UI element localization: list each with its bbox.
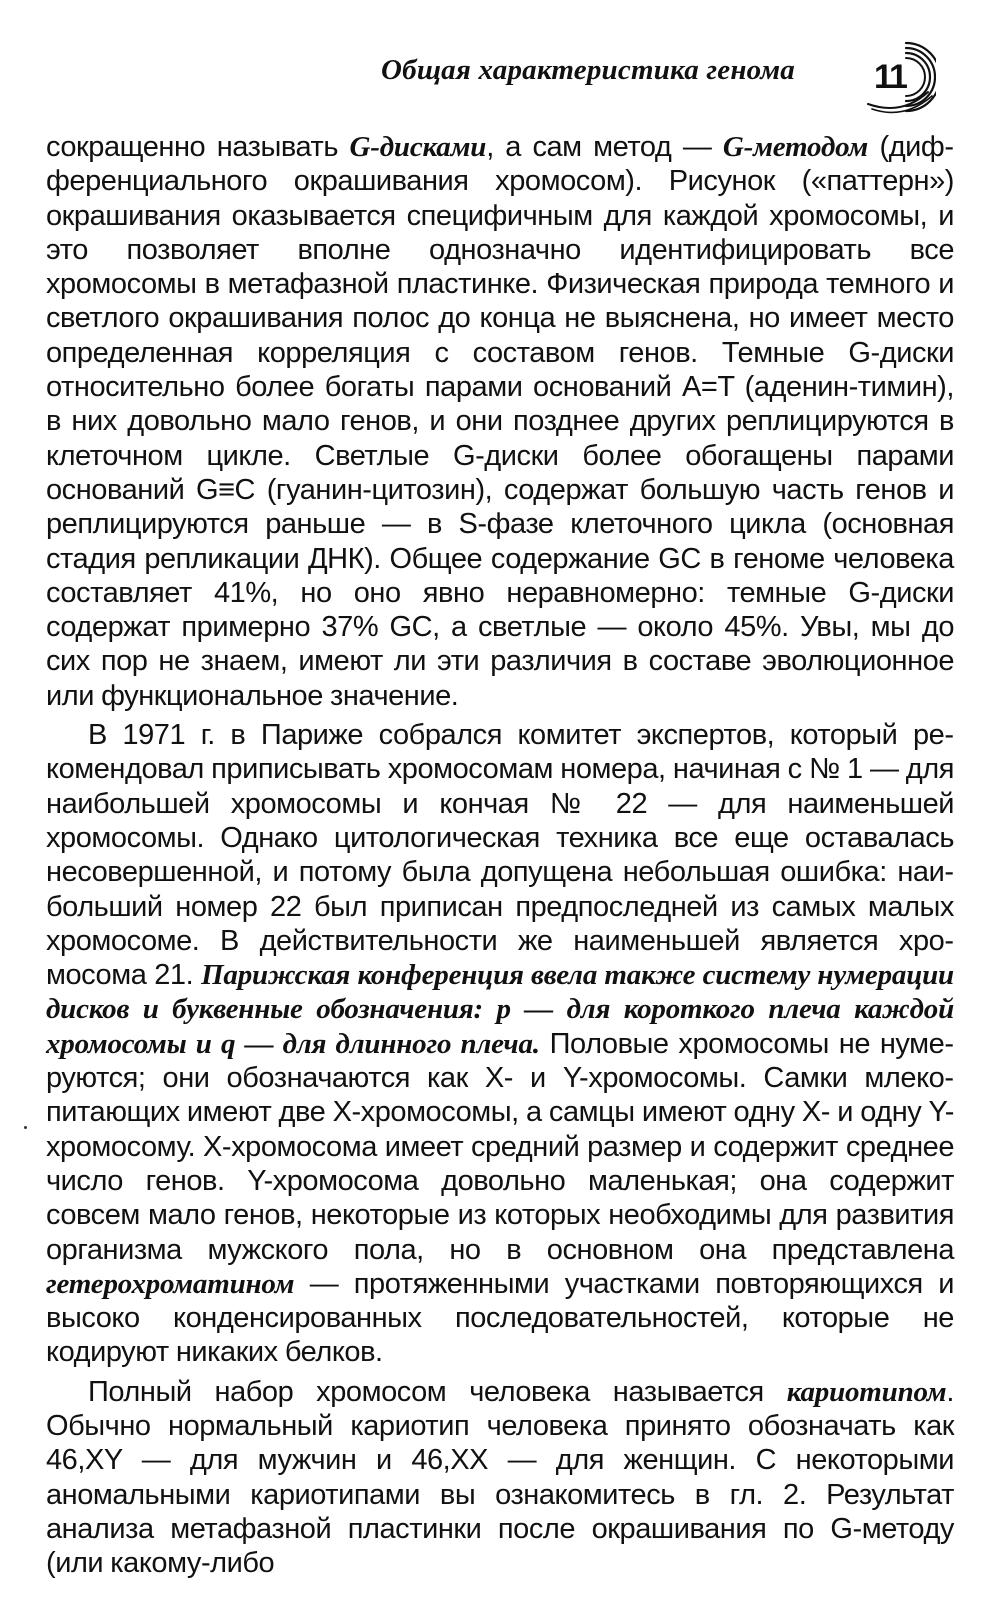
scan-speck [24, 1126, 27, 1129]
emphasized-term: Парижская конференция ввела также систему нумерации дисков и буквенные обозначения: p — для короткого плеча каждой хромосомы и q — для длинного плеча. [46, 959, 954, 1060]
text-run: (дифференциального окрашивания хромосом). Рисунок («паттерн») окрашивания оказывается специфичным для каждой хромосомы, и это позволяет вполне однозначно идентифицировать все хромосомы в метафазной пластинке. Физическая природа темного и светлого окрашивания полос до конца не выяснена, но имеет место определенная корреляция с составом генов. Темные G-диски относительно более богаты парами оснований A=T (аденин-тимин), в них довольно мало генов, и они позднее других реплицируются в клеточном цикле. Светлые G-диски более обогащены парами оснований G≡C (гуанин-цитозин), содержат большую часть генов и реплицируются раньше — в S-фазе клеточного цикла (основная стадия репликации ДНК). Общее содержание GC в геноме человека составляет 41%, но оно явно неравномерно: темные G-диски содержат примерно 37% GC, а светлые — около 45%. Увы, мы до сих пор не знаем, имеют ли эти различия в составе эволюционное или функциональное значение. [46, 131, 954, 712]
emphasized-term: G-дисками [349, 131, 487, 163]
text-run: Полный набор хромосом человека называется [88, 1375, 787, 1408]
page-header [0, 40, 1000, 120]
text-run: . Обычно нормальный кариотип человека принято обозначать как 46,XY — для мужчин и 46,XX — для женщин. С некоторыми аномальными кариотипами вы ознакомитесь в гл. 2. Результат анализа метафазной пластинки после окрашивания по G-методу (или какому-либо [46, 1375, 954, 1580]
body-text [46, 130, 954, 1585]
paragraph-3 [46, 1375, 954, 1581]
text-run: Половые хромосомы не нумеруются; они обозначаются как X- и Y-хромосомы. Самки млекопитающих имеют две X-хромосомы, а самцы имеют одну X- и одну Y-хромосому. X-хромосома имеет средний размер и содержит среднее число генов. Y-хромосома довольно маленькая; она содержит совсем мало генов, некоторые из которых необходимы для развития организма мужского пола, но в основном она представлена [46, 1027, 954, 1266]
emphasized-term: G-методом [722, 131, 868, 163]
page-number: 11 [874, 58, 906, 96]
emphasized-term: кариотипом [786, 1375, 947, 1408]
emphasized-term: гетерохроматином [46, 1267, 295, 1300]
paragraph-1 [46, 130, 954, 713]
text-run: сокращенно называть [46, 131, 350, 163]
text-run: , а сам метод — [486, 131, 723, 163]
text-run: — протяженными участками повторяющихся и высоко конденсированных последовательностей, которые не кодируют никаких белков. [46, 1267, 954, 1369]
text-run: В 1971 г. в Париже собрался комитет экспертов, который рекомендовал приписывать хромосомам номера, начиная с № 1 — для наибольшей хромосомы и кончая № 22 — для наименьшей хромосомы. Однако цитологическая техника все еще оставалась несовершенной, и потому была допущена небольшая ошибка: наибольший номер 22 был приписан предпоследней из самых малых хромосоме. В действительности же наименьшей является хромосома 21. [46, 719, 954, 992]
page-number-badge [862, 40, 936, 114]
running-title: Общая характеристика генома [381, 54, 795, 86]
paragraph-2 [46, 718, 954, 1370]
